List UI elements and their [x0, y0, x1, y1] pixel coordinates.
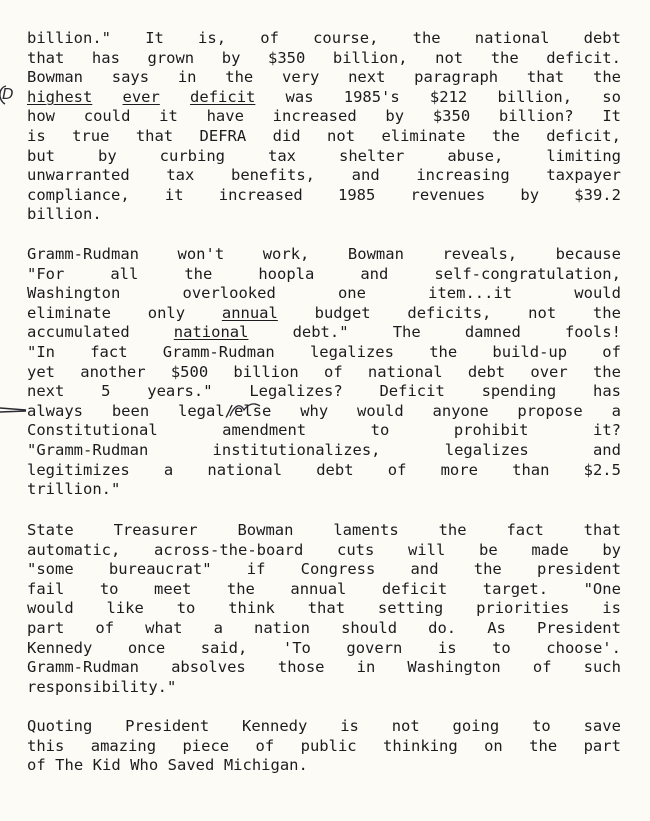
word: billion [233, 362, 299, 381]
word: not [435, 48, 464, 67]
word: to [370, 421, 390, 440]
word: course, [313, 29, 379, 47]
text-line [27, 29, 621, 49]
word: fact [506, 521, 544, 539]
word: the [184, 264, 213, 283]
word: president [536, 560, 621, 579]
text-line [27, 619, 621, 639]
word: damned [464, 323, 521, 342]
word: the [473, 560, 502, 579]
word: billion. [27, 205, 102, 224]
word: so [602, 87, 621, 106]
word: it [164, 185, 184, 204]
text-line [27, 560, 621, 580]
text-line [27, 658, 621, 678]
word: if [246, 560, 266, 579]
word: would [357, 401, 404, 420]
word: in [177, 68, 197, 87]
word: such [583, 658, 621, 677]
word: by [98, 146, 117, 165]
word: curbing [159, 146, 225, 165]
word: very [282, 68, 320, 87]
word: legalizes [309, 342, 394, 361]
word: next [348, 68, 386, 87]
word: public [300, 736, 357, 755]
word: legal/else [178, 401, 272, 420]
word: billion? [498, 107, 574, 126]
word: prohibit [453, 421, 529, 440]
word: what [145, 618, 183, 637]
text-line [27, 717, 621, 737]
word: paragraph [414, 68, 499, 87]
text-line [27, 323, 621, 343]
word: deficit [190, 87, 256, 106]
paragraph [27, 29, 621, 225]
word: next [27, 382, 65, 401]
word: the [490, 48, 519, 67]
word: anyone [432, 401, 489, 420]
word: propose [517, 401, 583, 420]
word: meet [154, 579, 192, 598]
word: that [27, 48, 65, 67]
word: 1985's [343, 87, 400, 106]
text-line [27, 599, 621, 619]
word: should [341, 618, 398, 637]
word: been [111, 401, 150, 420]
word: benefits, [231, 166, 315, 185]
margin-note: D [2, 85, 14, 103]
word: As [487, 618, 506, 637]
word: has [593, 382, 621, 401]
word: the [226, 579, 255, 598]
word: to [99, 579, 119, 598]
text-line [27, 480, 621, 500]
word: the [225, 68, 254, 87]
word: It [145, 29, 164, 47]
word: govern [346, 638, 403, 657]
word: work, [262, 245, 310, 263]
word: DEFRA [199, 126, 247, 145]
word: automatic, [27, 540, 121, 559]
word: Quoting [27, 717, 93, 735]
word: Who [130, 756, 159, 775]
paragraph [27, 245, 621, 500]
word: says [111, 68, 150, 87]
word: absolves [171, 658, 246, 677]
word: by [520, 185, 540, 204]
word: once [127, 638, 166, 657]
text-line [27, 421, 621, 441]
text-line [27, 205, 621, 225]
word: institutionalizes, [212, 440, 381, 459]
word: was [285, 87, 314, 106]
word: is, [198, 29, 227, 47]
text-line [27, 580, 621, 600]
word: responsibility." [27, 677, 177, 696]
word: part [583, 736, 621, 755]
word: of [532, 658, 552, 677]
word: legalizes [444, 440, 529, 459]
word: hoopla [258, 264, 315, 283]
word: thinking [383, 736, 458, 755]
text-line [27, 343, 621, 363]
word: said, [200, 638, 248, 657]
word: self-congratulation, [434, 264, 621, 283]
word: choose'. [546, 638, 621, 657]
word: 1985 [337, 185, 376, 204]
word: that [583, 521, 621, 539]
word: the [592, 68, 621, 87]
text-line [27, 245, 621, 265]
text-line [27, 382, 621, 402]
word: one [337, 284, 366, 303]
text-line [27, 639, 621, 659]
word: more [440, 460, 478, 479]
word: Congress [300, 560, 376, 579]
word: years." [147, 382, 213, 401]
word: Kid [92, 756, 121, 775]
word: $500 [170, 362, 209, 381]
word: a [213, 618, 223, 637]
word: annual [290, 579, 347, 598]
word: billion, [332, 48, 408, 67]
word: $350 [267, 48, 306, 67]
word: debt [583, 29, 621, 47]
word: yet [27, 362, 55, 381]
word: Legalizes? [249, 382, 343, 401]
word: It [602, 107, 621, 126]
word: amazing [90, 736, 157, 755]
word: "One [583, 579, 621, 598]
word: overlooked [182, 284, 276, 303]
word: "For [27, 264, 65, 283]
word: Gramm-Rudman [27, 658, 139, 677]
text-line [27, 756, 621, 776]
word: all [110, 264, 139, 283]
word: Michigan. [223, 756, 308, 775]
text-line [27, 68, 621, 88]
word: deficits, [407, 303, 492, 322]
word: deficit [381, 579, 448, 598]
text-line [27, 363, 621, 383]
word: Bowman [347, 245, 404, 263]
word: abuse, [447, 146, 504, 165]
word: of [602, 342, 621, 361]
word: State [27, 521, 74, 539]
text-line [27, 127, 621, 147]
text-line [27, 461, 621, 481]
word: fact [90, 342, 128, 361]
text-line [27, 441, 621, 461]
word: those [277, 658, 325, 677]
paragraph [27, 717, 621, 776]
word: target. [482, 579, 549, 598]
word: that [526, 68, 565, 87]
word: "some [27, 560, 74, 579]
word: to [532, 717, 551, 735]
word: debt [316, 460, 354, 479]
word: Gramm-Rudman [162, 342, 275, 361]
word: highest [27, 87, 93, 106]
word: and [592, 440, 621, 459]
word: because [555, 245, 621, 263]
word: deficit, [546, 126, 621, 145]
word: like [106, 599, 144, 618]
word: is [602, 599, 621, 618]
word: $350 [432, 107, 471, 126]
word: deficit. [546, 48, 621, 67]
word: debt." [292, 323, 349, 342]
word: 5 [101, 382, 111, 401]
word: unwarranted [27, 166, 130, 185]
word: Bowman [237, 521, 294, 539]
word: in [356, 658, 376, 677]
word: it? [592, 421, 621, 440]
word: the [592, 303, 621, 322]
word: will [407, 540, 446, 559]
word: and [410, 560, 439, 579]
word: do. [428, 618, 457, 637]
word: cuts [336, 540, 375, 559]
word: only [147, 303, 186, 322]
word: tax [166, 166, 195, 185]
word: Kennedy [27, 638, 93, 657]
text-line [27, 107, 621, 127]
word: eliminate [27, 303, 111, 322]
word: limiting [546, 146, 621, 165]
word: trillion." [27, 480, 121, 499]
word: President [536, 618, 621, 637]
text-line [27, 186, 621, 206]
paragraph [27, 521, 621, 697]
word: Treasurer [113, 521, 198, 539]
word: shelter [339, 146, 405, 165]
word: that [135, 126, 174, 145]
word: of [260, 29, 279, 47]
word: by [602, 540, 621, 559]
word: part [27, 618, 65, 637]
word: bureaucrat" [108, 560, 212, 579]
word: Washington [407, 658, 501, 677]
word: eliminate [381, 126, 466, 145]
word: of [387, 460, 407, 479]
text-line [27, 521, 621, 541]
word: piece [182, 736, 230, 755]
word: accumulated [27, 323, 130, 342]
margin-pen-stroke-icon [0, 84, 10, 106]
word: laments [333, 521, 399, 539]
word: won't [177, 245, 225, 263]
text-line [27, 166, 621, 186]
word: increased [218, 185, 303, 204]
word: the [529, 736, 558, 755]
word: national [474, 29, 550, 47]
word: Washington [27, 284, 121, 303]
word: it [159, 107, 178, 126]
word: did [272, 126, 301, 145]
word: be [478, 540, 498, 559]
word: by [385, 107, 405, 126]
word: grown [147, 48, 195, 67]
word: President [125, 717, 210, 735]
word: the [438, 521, 467, 539]
word: have [206, 107, 244, 126]
word: but [27, 146, 55, 165]
text-line [27, 147, 621, 167]
word: build-up [492, 342, 568, 361]
word: is [340, 717, 359, 735]
word: going [452, 717, 500, 735]
word: tax [268, 146, 296, 165]
word: the [429, 342, 458, 361]
text-line [27, 284, 621, 304]
word: of [323, 362, 343, 381]
word: item...it [428, 284, 513, 303]
word: ever [122, 87, 160, 106]
word: would [574, 284, 621, 303]
word: $39.2 [574, 185, 621, 204]
word: billion." [27, 29, 111, 47]
word: a [611, 401, 621, 420]
word: and [360, 264, 389, 283]
word: increased [272, 107, 357, 126]
word: Gramm-Rudman [27, 245, 139, 263]
word: national [367, 362, 443, 381]
word: fools! [564, 323, 621, 342]
word: revenues [410, 185, 486, 204]
word: than [512, 460, 550, 479]
word: that [307, 599, 346, 618]
word: spending [481, 382, 557, 401]
word: this [27, 736, 65, 755]
word: budget [314, 303, 371, 322]
word: taxpayer [546, 166, 621, 185]
word: of [27, 756, 46, 775]
word: increasing [416, 166, 510, 185]
word: not [391, 717, 420, 735]
word: how [27, 107, 55, 126]
text-line [27, 304, 621, 324]
word: the [491, 126, 520, 145]
word: Kennedy [242, 717, 308, 735]
word: the [592, 362, 621, 381]
word: billion, [497, 87, 573, 106]
word: The [55, 756, 84, 775]
word: to [492, 638, 511, 657]
text-line [27, 737, 621, 757]
word: not [327, 126, 356, 145]
word: and [351, 166, 380, 185]
word: to [176, 599, 196, 618]
word: reveals, [442, 245, 518, 263]
word: a [163, 460, 174, 479]
text-line [27, 402, 621, 422]
word: why [300, 401, 329, 420]
word: national [207, 460, 283, 479]
word: could [83, 107, 131, 126]
word: The [392, 323, 421, 342]
word: amendment [222, 421, 307, 440]
word: Bowman [27, 68, 83, 87]
word: has [91, 48, 120, 67]
word: setting [377, 599, 444, 618]
word: not [528, 303, 557, 322]
word: debt [467, 362, 506, 381]
word: save [583, 717, 621, 735]
text-line [27, 678, 621, 698]
word: over [530, 362, 568, 381]
word: made [531, 540, 569, 559]
word: annual [221, 303, 278, 322]
word: Deficit [379, 382, 445, 401]
text-line [27, 541, 621, 561]
word: "In [27, 342, 55, 361]
word: fail [27, 579, 65, 598]
word: "Gramm-Rudman [27, 440, 149, 459]
word: of [255, 736, 275, 755]
text-line [27, 265, 621, 285]
word: think [228, 599, 275, 618]
margin-arrow-icon [0, 404, 30, 416]
word: 'To [282, 638, 311, 657]
word: compliance, [27, 185, 130, 204]
word: $2.5 [583, 460, 621, 479]
word: is [27, 126, 46, 145]
word: priorities [476, 599, 570, 618]
text-line [27, 88, 621, 108]
word: $212 [429, 87, 468, 106]
word: the [412, 29, 441, 47]
word: is [437, 638, 457, 657]
word: of [95, 618, 115, 637]
word: true [72, 126, 110, 145]
word: another [80, 362, 146, 381]
word: by [221, 48, 241, 67]
word: always [27, 401, 83, 420]
word: across-the-board [154, 540, 304, 559]
word: national [173, 323, 249, 342]
word: on [484, 736, 503, 755]
word: would [27, 599, 74, 618]
word: Constitutional [27, 421, 158, 440]
word: legitimizes [27, 460, 130, 479]
word: Saved [167, 756, 215, 775]
word: nation [253, 618, 310, 637]
text-line [27, 49, 621, 69]
